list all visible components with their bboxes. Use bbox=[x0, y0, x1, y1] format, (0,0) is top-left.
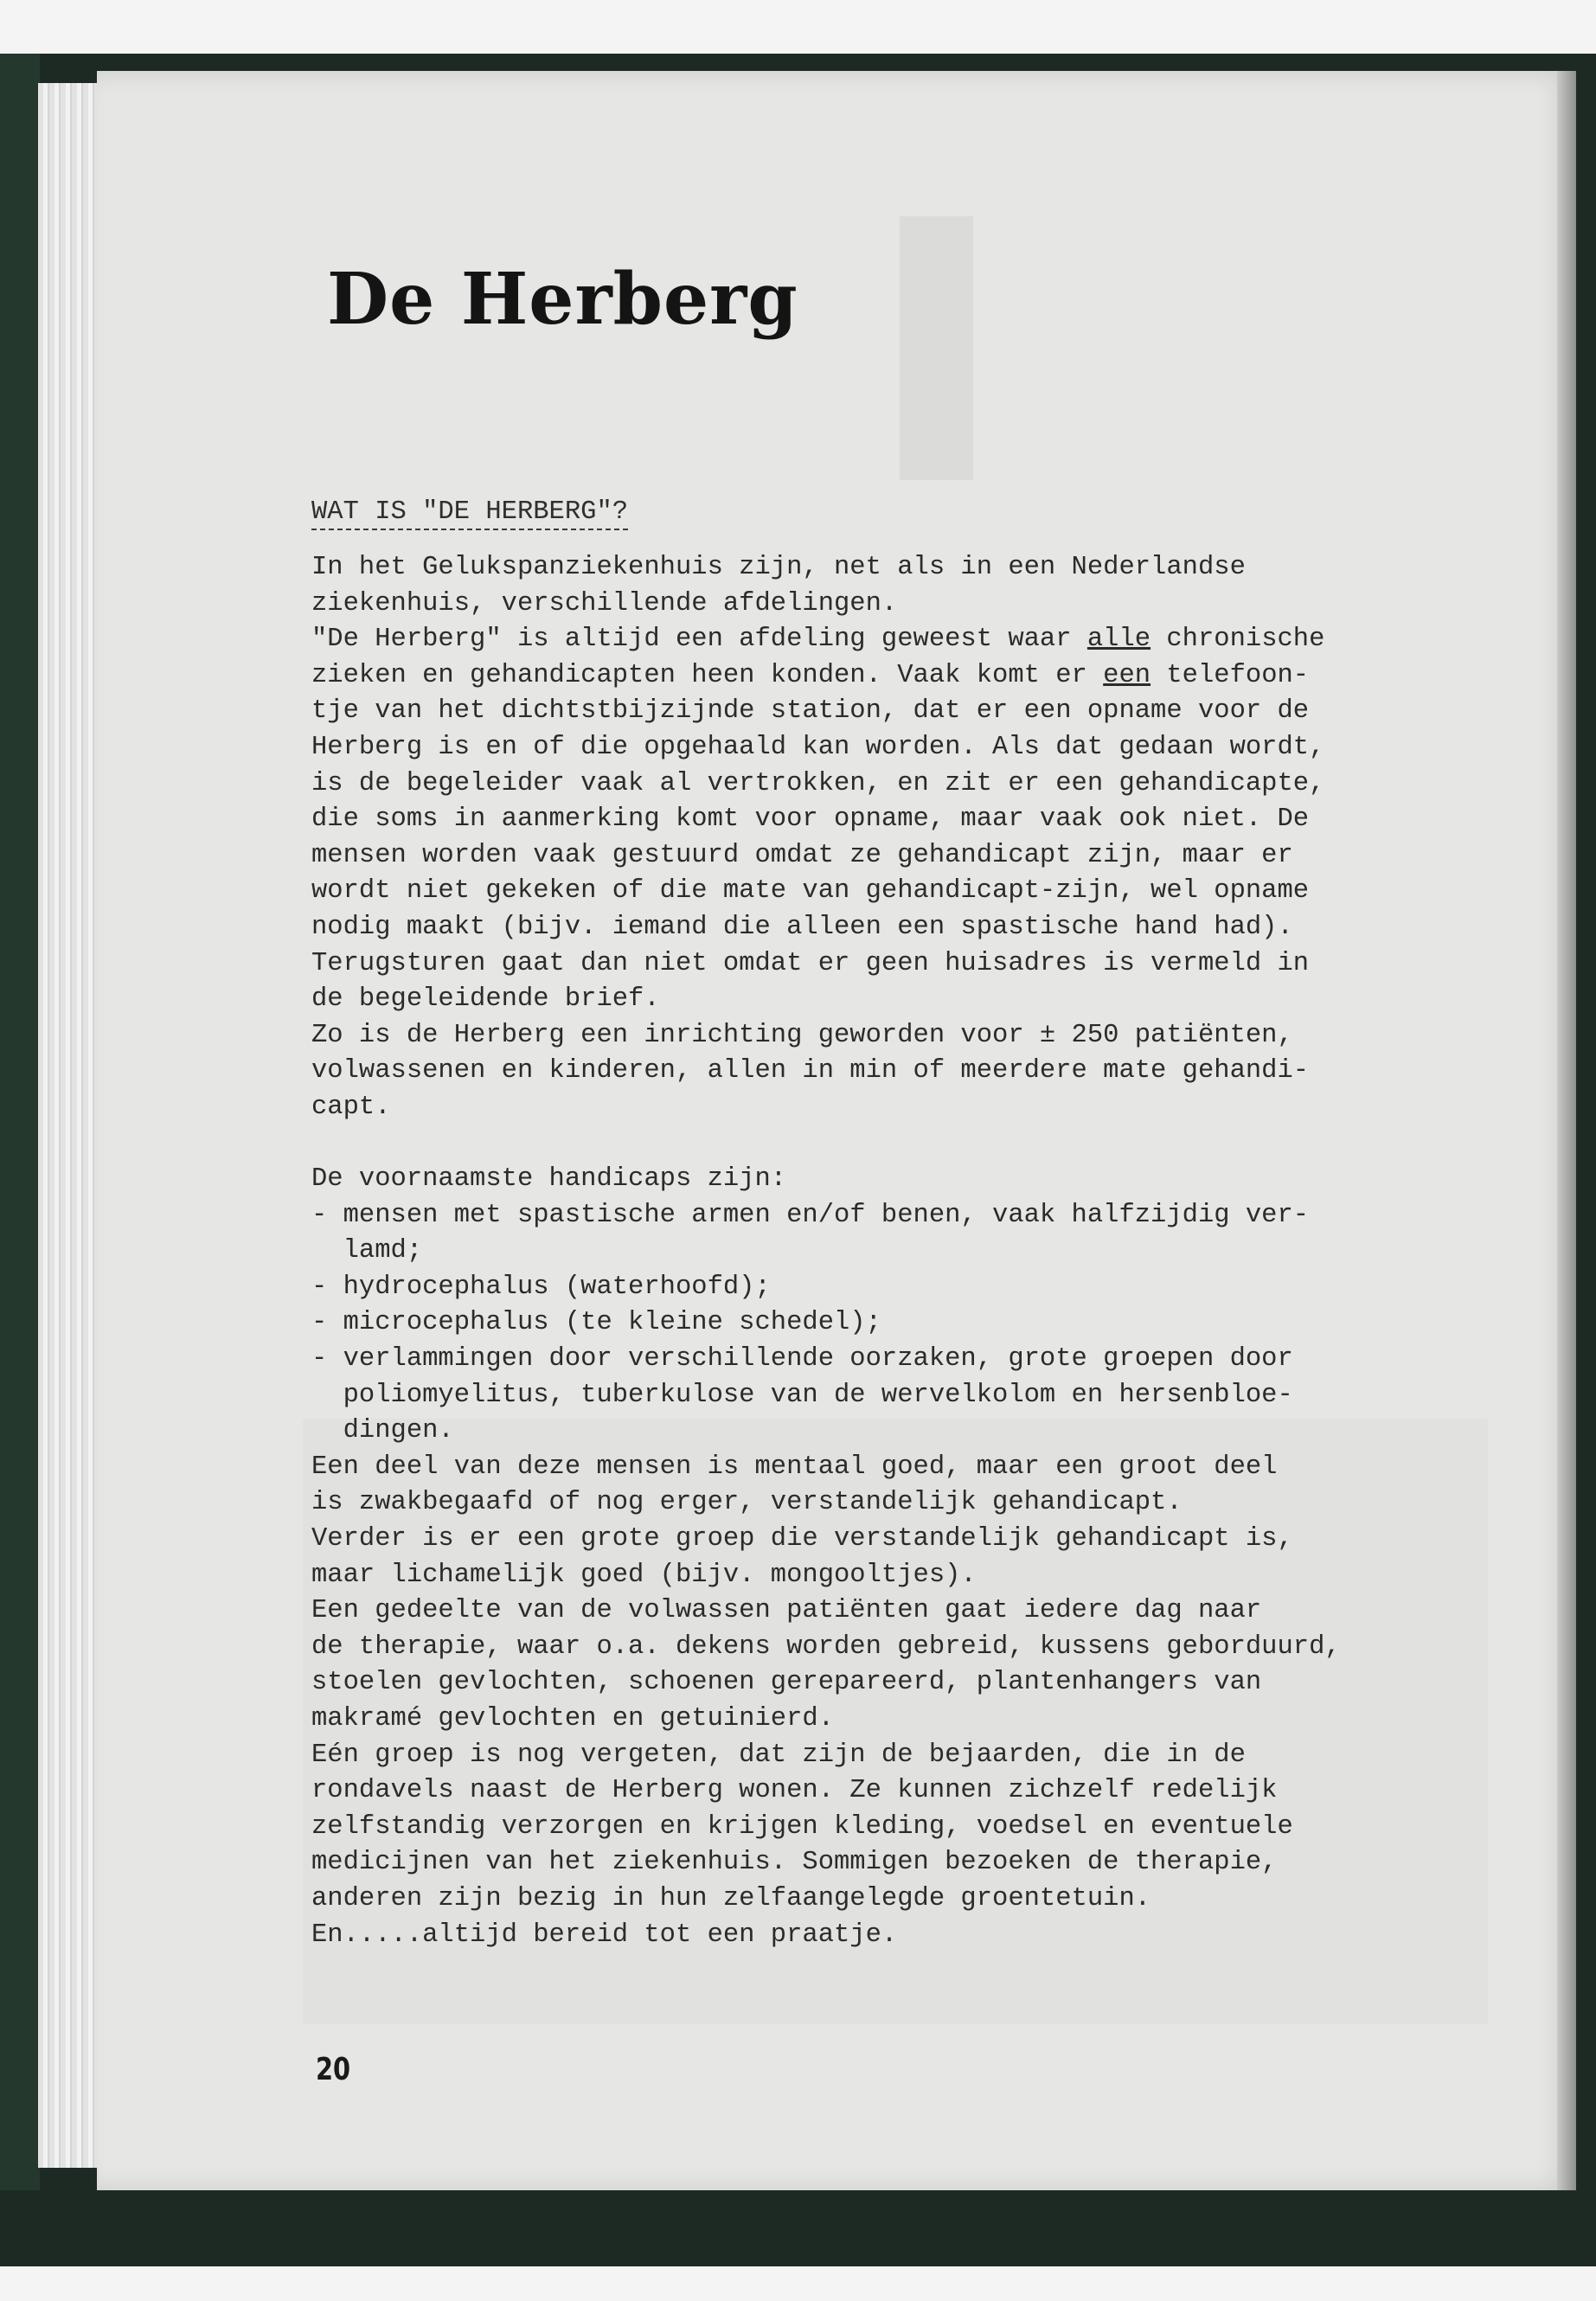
text-line: ziekenhuis, verschillende afdelingen. bbox=[311, 588, 898, 619]
text-line: Een deel van deze mensen is mentaal goed, maar een groot deel bbox=[311, 1452, 1278, 1482]
text-segment: chronische bbox=[1151, 625, 1325, 655]
page-title: De Herberg bbox=[327, 258, 798, 341]
show-through-photo bbox=[900, 216, 973, 480]
text-line: makramé gevlochten en getuinierd. bbox=[311, 1704, 834, 1734]
text-line: de therapie, waar o.a. dekens worden gebreid, kussens geborduurd, bbox=[311, 1631, 1341, 1662]
text-line: Herberg is en of die opgehaald kan worden. Als dat gedaan wordt, bbox=[311, 732, 1325, 762]
text-line bbox=[311, 622, 1566, 658]
text-line: - microcephalus (te kleine schedel); bbox=[311, 1308, 881, 1338]
text-line: die soms in aanmerking komt voor opname, maar vaak ook niet. De bbox=[311, 804, 1310, 835]
scan-top-margin bbox=[0, 0, 1596, 54]
text-line: stoelen gevlochten, schoenen gerepareerd, plantenhangers van bbox=[311, 1668, 1262, 1698]
text-line: is zwakbegaafd of nog erger, verstandelijk gehandicapt. bbox=[311, 1488, 1183, 1518]
text-line: Terugsturen gaat dan niet omdat er geen huisadres is vermeld in bbox=[311, 948, 1310, 978]
text-line: de begeleidende brief. bbox=[311, 984, 660, 1015]
text-line: lamd; bbox=[311, 1236, 423, 1266]
paragraph-gap bbox=[311, 1126, 1566, 1163]
book-cover-spine bbox=[0, 54, 40, 2190]
text-line: capt. bbox=[311, 1092, 391, 1122]
text-segment: "De Herberg" is altijd een afdeling geweest waar bbox=[311, 625, 1087, 655]
text-line: In het Gelukspanziekenhuis zijn, net als in een Nederlandse bbox=[311, 553, 1246, 582]
text-line: rondavels naast de Herberg wonen. Ze kunnen zichzelf redelijk bbox=[311, 1776, 1278, 1806]
section-heading: WAT IS "DE HERBERG"? bbox=[311, 497, 628, 530]
text-line: En.....altijd bereid tot een praatje. bbox=[311, 1920, 898, 1950]
text-line: - hydrocephalus (waterhoofd); bbox=[311, 1272, 771, 1302]
text-segment: telefoon- bbox=[1151, 660, 1310, 690]
text-line: - verlammingen door verschillende oorzaken, grote groepen door bbox=[311, 1344, 1293, 1375]
article-body bbox=[311, 550, 1566, 1953]
text-line: De voornaamste handicaps zijn: bbox=[311, 1164, 787, 1195]
text-line: poliomyelitus, tuberkulose van de wervelkolom en hersenbloe- bbox=[311, 1380, 1293, 1410]
underlined-word: alle bbox=[1086, 625, 1151, 655]
page-stack-edges bbox=[38, 83, 99, 2168]
text-segment: zieken en gehandicapten heen konden. Vaak komt er bbox=[311, 660, 1104, 690]
text-line: maar lichamelijk goed (bijv. mongooltjes). bbox=[311, 1560, 977, 1590]
text-line: Een gedeelte van de volwassen patiënten gaat iedere dag naar bbox=[311, 1596, 1262, 1626]
text-line: zelfstandig verzorgen en krijgen kleding, voedsel en eventuele bbox=[311, 1811, 1293, 1842]
text-line: Verder is er een grote groep die verstandelijk gehandicapt is, bbox=[311, 1524, 1293, 1554]
text-line: mensen worden vaak gestuurd omdat ze gehandicapt zijn, maar er bbox=[311, 840, 1293, 870]
text-line: dingen. bbox=[311, 1416, 454, 1446]
text-line: Zo is de Herberg een inrichting geworden voor ± 250 patiënten, bbox=[311, 1020, 1293, 1050]
text-line: - mensen met spastische armen en/of benen, vaak halfzijdig ver- bbox=[311, 1200, 1310, 1230]
text-line: volwassenen en kinderen, allen in min of meerdere mate gehandi- bbox=[311, 1056, 1310, 1086]
page-number: 20 bbox=[316, 2052, 351, 2087]
text-line bbox=[311, 658, 1566, 695]
underlined-word: een bbox=[1103, 660, 1151, 690]
text-line: Eén groep is nog vergeten, dat zijn de bejaarden, die in de bbox=[311, 1740, 1246, 1770]
text-line: nodig maakt (bijv. iemand die alleen een spastische hand had). bbox=[311, 912, 1293, 942]
scan-bottom-margin bbox=[0, 2266, 1596, 2301]
text-line: medicijnen van het ziekenhuis. Sommigen bezoeken de therapie, bbox=[311, 1848, 1278, 1878]
text-line: is de begeleider vaak al vertrokken, en zit er een gehandicapte, bbox=[311, 768, 1325, 798]
text-line: anderen zijn bezig in hun zelfaangelegde groentetuin. bbox=[311, 1883, 1151, 1913]
text-line: wordt niet gekeken of die mate van gehandicapt-zijn, wel opname bbox=[311, 876, 1310, 907]
text-line: tje van het dichtstbijzijnde station, dat er een opname voor de bbox=[311, 696, 1310, 727]
